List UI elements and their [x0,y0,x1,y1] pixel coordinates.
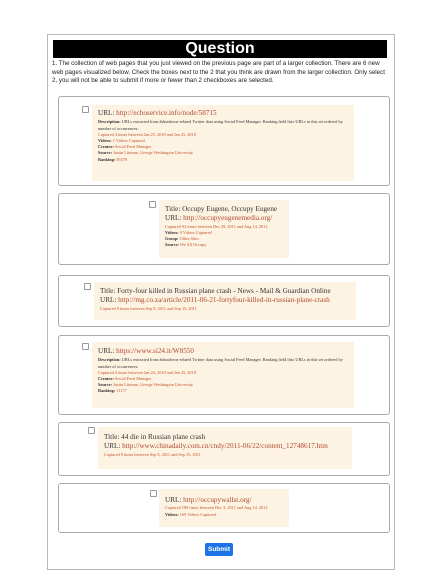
option-checkbox-6[interactable] [150,490,157,497]
option-card-2 [58,193,390,265]
option-card-4 [58,335,390,415]
option-panel-5 [98,427,352,469]
option-panel-2 [159,200,289,258]
option-ranking: Ranking: 56578 [98,156,128,162]
option-url-link[interactable]: http://occupywallst.org/ [183,496,252,504]
option-title: Title: Forty-four killed in Russian plane crash - News - Mail & Guardian Online [100,287,331,295]
option-panel-3 [94,282,356,320]
option-creator: Creator: Social Feed Manager [98,144,152,150]
question-header: Question [53,40,387,58]
option-checkbox-4[interactable] [82,343,89,350]
option-url-line: URL: http://mg.co.za/article/2011-06-21-fortyfour-killed-in-russian-plane-crash [100,296,330,305]
option-checkbox-2[interactable] [149,201,156,208]
option-creator: Creator: Social Feed Manager [98,376,152,382]
option-source: Source: Justin Littman, George Washington University [98,382,194,388]
option-url-link[interactable]: http://occupyeugenemedia.org/ [183,214,273,223]
option-card-3 [58,275,390,327]
option-panel-4 [92,342,354,408]
option-source: Source: Justin Littman, George Washington University [98,150,194,156]
option-source: Source: We All Occupy [165,242,207,248]
option-url-line: URL: https://www.si24.it/W8550 [98,347,194,355]
option-checkbox-3[interactable] [84,283,91,290]
option-panel-1 [92,105,354,181]
option-url-line: URL: http://echoservice.info/node/58715 [98,109,217,117]
option-videos: Videos: 0 Videos Captured [165,230,212,236]
option-url-line: URL: http://www.chinadaily.com.cn/cndy/2011-06/22/content_12748617.htm [104,442,328,451]
submit-button[interactable]: Submit [205,543,233,556]
option-group: Group: Other Sites [165,236,199,242]
option-videos: Videos: 169 Videos Captured [165,511,216,517]
option-checkbox-5[interactable] [88,427,95,434]
option-url-line: URL: http://occupyeugenemedia.org/ [165,214,273,223]
option-captured: Captured 4 times between Jan 24, 2018 and Jan 25, 2018 [98,369,196,375]
option-description: Description: URLs extracted from #shutdown-related Twitter data using Social Feed Manager. Ranking field lists URLs in this set ordered by number of occurrences. [98,357,343,369]
option-ranking: Ranking: 11177 [98,388,127,394]
option-url-link[interactable]: http://www.chinadaily.com.cn/cndy/2011-06/22/content_12748617.htm [122,442,328,451]
option-url-link[interactable]: https://www.si24.it/W8550 [116,347,194,355]
option-description: Description: URLs extracted from #shutdown-related Twitter data using Social Feed Manager. Ranking field lists URLs in this set ordered by number of occurrences. [98,119,343,131]
option-captured: Captured 189 times between Dec 3, 2011 and Aug 14, 2012 [165,505,268,511]
option-videos: Videos: 1 Videos Captured [98,138,145,144]
option-captured: Captured 92 times between Dec 29, 2011 and Aug 14, 2012 [165,223,268,229]
option-title: Title: Occupy Eugene, Occupy Eugene [165,205,278,213]
option-captured: Captured 9 times between Sep 8, 2011 and Sep 15, 2011 [100,305,197,311]
option-url-line: URL: http://occupywallst.org/ [165,496,252,504]
option-url-link[interactable]: http://mg.co.za/article/2011-06-21-fortyfour-killed-in-russian-plane-crash [118,296,330,305]
option-captured: Captured 9 times between Sep 8, 2011 and Sep 15, 2011 [104,451,201,457]
option-captured: Captured 4 times between Jan 25, 2018 and Jan 25, 2018 [98,131,196,137]
option-url-link[interactable]: http://echoservice.info/node/58715 [116,109,217,117]
option-card-5 [58,422,390,476]
option-card-1 [58,96,390,186]
option-card-6 [58,483,390,533]
option-title: Title: 44 die in Russian plane crash [104,433,206,441]
question-prompt: 1. The collection of web pages that you just viewed on the previous page are part of a larger collection. There are 6 new web pages visualized below. Check the boxes next to the 2 that you think are drawn from the larger collection. Only select 2, you will not be able to submit if more or fewer than 2 checkboxes are selected. [52,60,385,85]
option-checkbox-1[interactable] [82,106,89,113]
option-panel-6 [159,489,289,527]
